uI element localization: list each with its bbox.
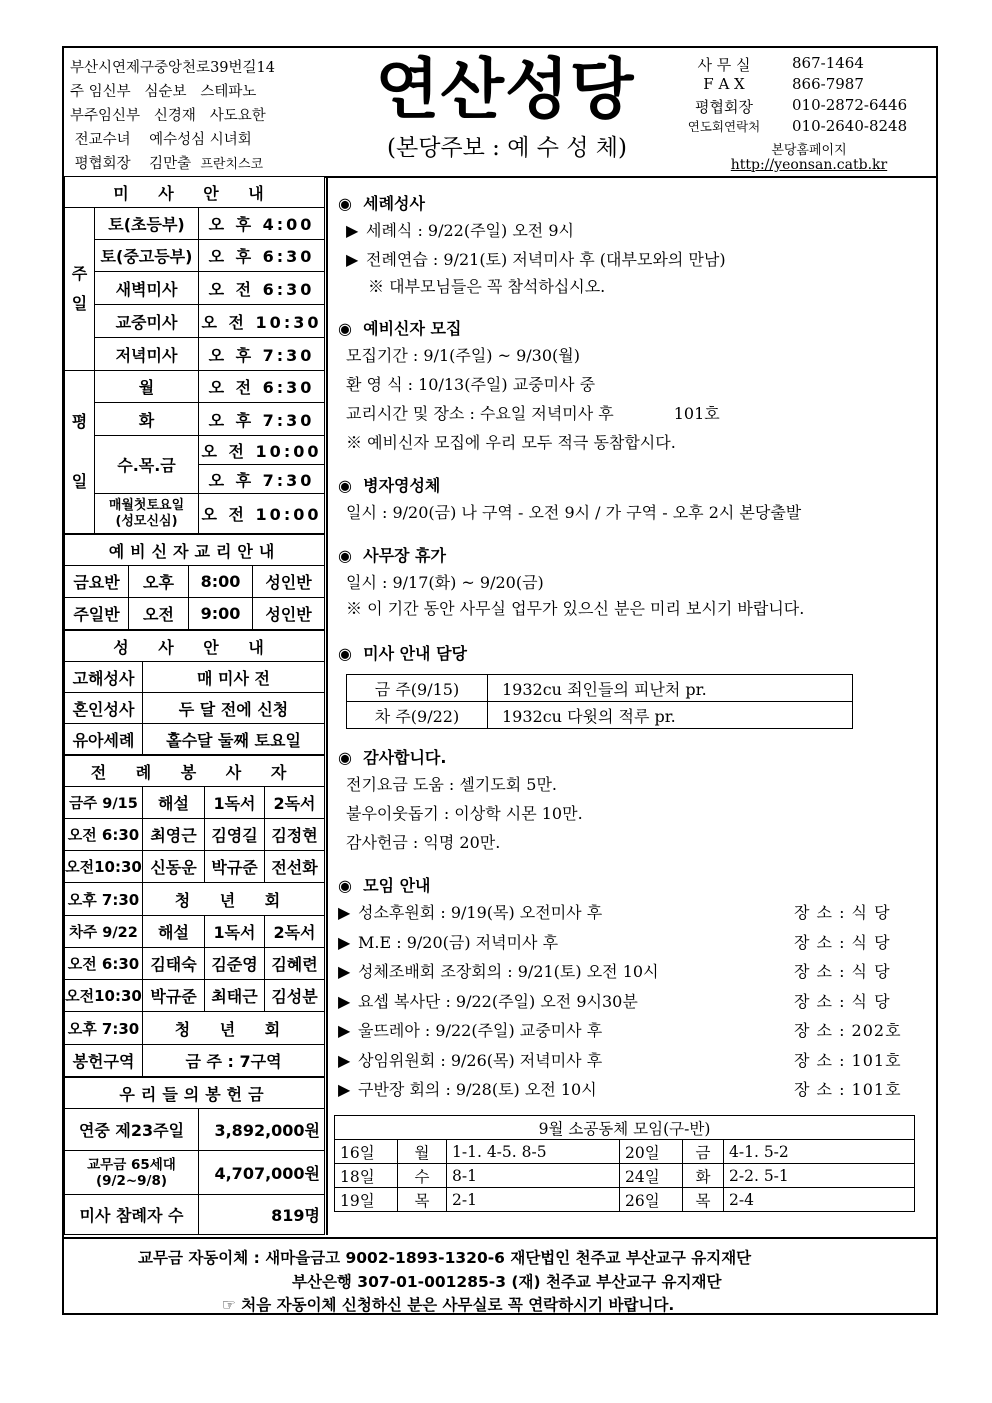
liturgy-person: 신동운 (143, 851, 205, 883)
meeting-row: ▶ 성체조배회 조장회의 : 9/21(토) 오전 10시 장 소 : 식 당 (338, 962, 891, 981)
liturgy-head: 1독서 (205, 787, 265, 819)
contact-info (676, 54, 936, 138)
section-heading: ◉ 모임 안내 (338, 876, 431, 895)
address: 부산시연제구중앙천로39번길14 (70, 60, 275, 76)
sacrament-value: 두 달 전에 신청 (143, 693, 325, 724)
thanks-section (338, 746, 583, 857)
meeting-row: ▶ 요셉 복사단 : 9/22(주일) 오전 9시30분 장 소 : 식 당 (338, 991, 891, 1011)
offerings-title: 우리들의봉헌금 (65, 1078, 325, 1109)
notice-line: 불우이웃돕기 : 이상학 시몬 10만. (346, 804, 583, 823)
sg-groups: 8-1 (447, 1164, 620, 1188)
sg-date: 16일 (335, 1140, 398, 1164)
sacraments-table (64, 630, 325, 755)
left-column (64, 176, 328, 1235)
class-target: 성인반 (253, 566, 325, 598)
section-heading: ◉ 감사합니다. (338, 748, 447, 767)
right-column (328, 176, 936, 1235)
mass-time: 오 후 7:30 (199, 465, 325, 494)
offering-value: 819명 (199, 1195, 325, 1235)
liturgy-head: 2독서 (265, 916, 325, 948)
staff-row: 주 임신부 심순보 스테파노 (70, 84, 257, 100)
liturgy-person: 김정현 (265, 819, 325, 851)
sg-groups: 1-1. 4-5. 8-5 (447, 1140, 620, 1164)
notice-line: 일시 : 9/20(금) 나 구역 - 오전 9시 / 가 구역 - 오후 2시 본당출발 (346, 503, 802, 522)
sacrament-value: 매 미사 전 (143, 662, 325, 693)
notice-line: 감사헌금 : 익명 20만. (346, 833, 501, 852)
notice-line: 일시 : 9/17(화) ~ 9/20(금) (346, 573, 544, 592)
class-ampm: 오후 (129, 566, 189, 598)
sg-weekday: 월 (398, 1140, 447, 1164)
offering-value: 3,892,000원 (199, 1109, 325, 1151)
offering-label: 연중 제23주일 (65, 1109, 199, 1151)
sg-date: 24일 (620, 1164, 683, 1188)
sg-weekday: 화 (683, 1164, 724, 1188)
section-heading: ◉ 예비신자 모집 (338, 319, 462, 338)
contact-row: 평협회장 010-2872-6446 (695, 96, 908, 116)
mass-time: 오 전 10:00 (199, 436, 325, 465)
liturgy-person: 전선화 (265, 851, 325, 883)
notice-line: ▶ 전례연습 : 9/21(토) 저녁미사 후 (대부모와의 만남) (346, 250, 726, 269)
small-groups-table (334, 1115, 915, 1212)
liturgy-evening: 청 년 회 (143, 883, 325, 916)
notice-line: ▶ 세례식 : 9/22(주일) 오전 9시 (346, 221, 574, 240)
notice-line: 환 영 식 : 10/13(주일) 교중미사 중 (346, 375, 596, 394)
sg-date: 19일 (335, 1188, 398, 1212)
liturgy-person: 김태숙 (143, 948, 205, 980)
mass-table (64, 176, 325, 534)
notice-line: 모집기간 : 9/1(주일) ~ 9/30(월) (346, 346, 580, 365)
liturgy-table (64, 755, 325, 1077)
mass-time: 오 전 6:30 (199, 272, 325, 305)
class-time: 8:00 (189, 566, 253, 598)
contact-row: F A X 866-7987 (703, 75, 864, 93)
notice-line: 교리시간 및 장소 : 수요일 저녁미사 후 101호 (346, 404, 720, 423)
liturgy-person: 최태근 (205, 980, 265, 1012)
mass-time: 오 후 4:00 (199, 208, 325, 240)
liturgy-head: 해설 (143, 787, 205, 819)
homepage-link[interactable]: http://yeonsan.catb.kr (730, 157, 888, 173)
homepage-label: 본당홈페이지 (771, 143, 847, 158)
section-heading: ◉ 병자영성체 (338, 476, 441, 495)
mass-name: 교중미사 (95, 305, 199, 338)
sg-weekday: 목 (683, 1188, 724, 1212)
liturgy-week: 금주 9/15 (65, 787, 143, 819)
liturgy-time: 오전 6:30 (65, 819, 143, 851)
mass-name: 토(중고등부) (95, 240, 199, 272)
mass-time: 오 전 10:30 (199, 305, 325, 338)
liturgy-time: 오전10:30 (65, 851, 143, 883)
section-heading: ◉ 미사 안내 담당 (338, 644, 467, 663)
meetings-section (338, 874, 928, 1105)
mass-name: 월 (95, 371, 199, 403)
catechumen-section (338, 317, 720, 457)
liturgy-head: 2독서 (265, 787, 325, 819)
sg-groups: 4-1. 5-2 (724, 1140, 915, 1164)
weekday-label: 평 일 (65, 371, 95, 534)
notice-line: ※ 대부모님들은 꼭 참석하십시오. (368, 277, 606, 296)
liturgy-time: 오전10:30 (65, 980, 143, 1012)
liturgy-week: 차주 9/22 (65, 916, 143, 948)
liturgy-person: 최영근 (143, 819, 205, 851)
sg-groups: 2-2. 5-1 (724, 1164, 915, 1188)
liturgy-person: 김혜련 (265, 948, 325, 980)
meeting-row: ▶ 울뜨레아 : 9/22(주일) 교중미사 후 장 소 : 202호 (338, 1021, 902, 1040)
liturgy-person: 김준영 (205, 948, 265, 980)
sg-date: 26일 (620, 1188, 683, 1212)
staff-row: 전교수녀 예수성심 시녀회 (74, 132, 252, 148)
sg-date: 20일 (620, 1140, 683, 1164)
contact-row: 연도회연락처 010-2640-8248 (687, 117, 908, 135)
offering-label: 교무금 65세대 (9/2~9/8) (65, 1151, 199, 1195)
catechism-title: 예비신자교리안내 (65, 535, 325, 566)
mass-name: 수.목.금 (95, 436, 199, 494)
liturgy-person: 박규준 (143, 980, 205, 1012)
mass-time: 오 후 7:30 (199, 403, 325, 436)
mass-guide-section (338, 642, 853, 729)
sg-date: 18일 (335, 1164, 398, 1188)
footer (64, 1237, 936, 1315)
mass-name: 저녁미사 (95, 338, 199, 371)
mass-name: 토(초등부) (95, 208, 199, 240)
offering-label: 미사 참례자 수 (65, 1195, 199, 1235)
liturgy-head: 해설 (143, 916, 205, 948)
baptism-section (338, 192, 726, 300)
liturgy-person: 박규준 (205, 851, 265, 883)
liturgy-person: 김성분 (265, 980, 325, 1012)
guide-week: 차 주(9/22) (347, 702, 488, 729)
mass-name: 매월첫토요일 (성모신심) (95, 494, 199, 534)
class-day: 주일반 (65, 598, 129, 630)
mass-name: 화 (95, 403, 199, 436)
class-day: 금요반 (65, 566, 129, 598)
mass-time: 오 전 6:30 (199, 371, 325, 403)
header (64, 48, 936, 178)
contact-row: 사 무 실 867-1464 (697, 54, 864, 74)
section-heading: ◉ 세례성사 (338, 194, 425, 213)
guide-week: 금 주(9/15) (347, 675, 488, 702)
offering-area-label: 봉헌구역 (65, 1045, 143, 1077)
staff-info (70, 56, 330, 177)
notice-line: ※ 이 기간 동안 사무실 업무가 있으신 분은 미리 보시기 바랍니다. (346, 599, 805, 618)
page-title: 연산성당 (375, 51, 635, 128)
footer-line-3: ☞ 처음 자동이체 신청하신 분은 사무실로 꼭 연락하시기 바랍니다. (222, 1296, 675, 1314)
meeting-row: ▶ M.E : 9/20(금) 저녁미사 후 장 소 : 식 당 (338, 932, 891, 952)
mass-time: 오 전 10:00 (199, 494, 325, 534)
offerings-table (64, 1077, 325, 1235)
liturgy-evening: 청 년 회 (143, 1012, 325, 1045)
office-leave-section (338, 544, 804, 621)
sacraments-title: 성 사 안 내 (65, 631, 325, 662)
mass-time: 오 후 7:30 (199, 338, 325, 371)
liturgy-time: 오후 7:30 (65, 1012, 143, 1045)
catechism-table (64, 534, 325, 630)
class-target: 성인반 (253, 598, 325, 630)
liturgy-person: 김영길 (205, 819, 265, 851)
meeting-row: ▶ 상임위원회 : 9/26(목) 저녁미사 후 장 소 : 101호 (338, 1050, 902, 1070)
sacrament-name: 혼인성사 (65, 693, 143, 724)
meeting-row: ▶ 구반장 회의 : 9/28(토) 오전 10시 장 소 : 101호 (338, 1080, 902, 1099)
class-time: 9:00 (189, 598, 253, 630)
sick-communion-section (338, 474, 801, 527)
class-ampm: 오전 (129, 598, 189, 630)
meeting-row: ▶ 성소후원회 : 9/19(목) 오전미사 후 장 소 : 식 당 (338, 903, 891, 922)
sacrament-value: 홀수달 둘째 토요일 (143, 724, 325, 755)
liturgy-time: 오전 6:30 (65, 948, 143, 980)
liturgy-head: 1독서 (205, 916, 265, 948)
sg-groups: 2-4 (724, 1188, 915, 1212)
sg-weekday: 금 (683, 1140, 724, 1164)
section-heading: ◉ 사무장 휴가 (338, 546, 446, 565)
notice-line: ※ 예비신자 모집에 우리 모두 적극 동참합시다. (346, 433, 676, 452)
footer-line-2: 부산은행 307-01-001285-3 (재) 천주교 부산교구 유지재단 (292, 1273, 722, 1291)
mass-guide-table (346, 674, 853, 729)
liturgy-title: 전 례 봉 사 자 (65, 756, 325, 787)
guide-group: 1932cu 다윗의 적루 pr. (488, 702, 853, 729)
guide-group: 1932cu 죄인들의 피난처 pr. (488, 675, 853, 702)
sg-weekday: 목 (398, 1188, 447, 1212)
offering-area: 금 주 : 7구역 (143, 1045, 325, 1077)
offering-value: 4,707,000원 (199, 1151, 325, 1195)
notice-line: 전기요금 도움 : 셀기도회 5만. (346, 775, 558, 794)
mass-name: 새벽미사 (95, 272, 199, 305)
sunday-label: 주 일 (65, 208, 95, 371)
page-subtitle: (본당주보 : 예 수 성 체) (387, 135, 627, 161)
liturgy-time: 오후 7:30 (65, 883, 143, 916)
sacrament-name: 유아세례 (65, 724, 143, 755)
homepage (694, 144, 924, 172)
mass-title: 미 사 안 내 (65, 177, 325, 208)
mass-time: 오 후 6:30 (199, 240, 325, 272)
sg-groups: 2-1 (447, 1188, 620, 1212)
staff-row: 부주임신부 신경재 사도요한 (70, 108, 266, 124)
sacrament-name: 고해성사 (65, 662, 143, 693)
bulletin-frame (62, 46, 938, 1315)
sg-weekday: 수 (398, 1164, 447, 1188)
small-groups-title: 9월 소공동체 모임(구-반) (335, 1116, 915, 1140)
footer-line-1: 교무금 자동이체 : 새마을금고 9002-1893-1320-6 재단법인 천주교 부산교구 유지재단 (138, 1249, 752, 1267)
staff-row: 평협회장 김만출 프란치스코 (74, 156, 264, 172)
